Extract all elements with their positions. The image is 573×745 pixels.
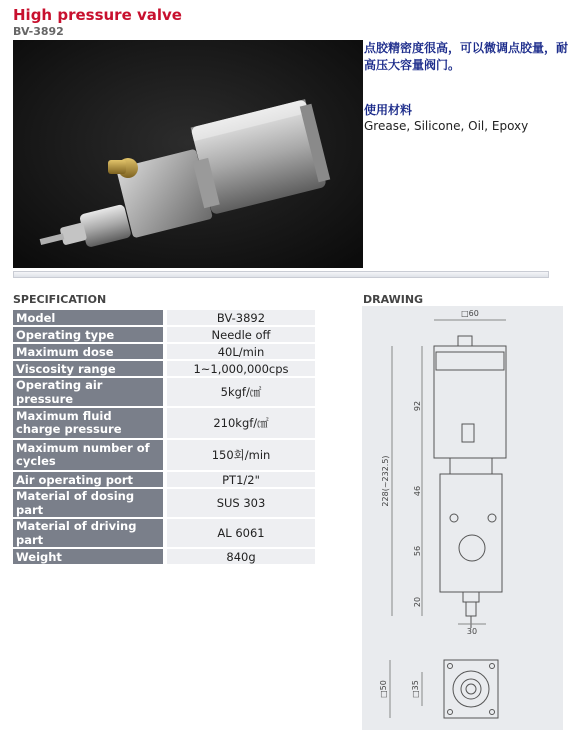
model-code: BV-3892 xyxy=(13,25,64,38)
specification-table xyxy=(13,308,315,566)
spec-row-operating-air-pressure xyxy=(13,378,315,406)
spec-label: Maximum dose xyxy=(13,344,167,359)
spec-label: Viscosity range xyxy=(13,361,167,376)
spec-row-max-fluid-charge-pressure xyxy=(13,408,315,438)
materials-label: 使用材料 xyxy=(364,103,413,117)
spec-value: PT1/2" xyxy=(167,472,315,487)
dim-mid-height: 46 xyxy=(413,485,422,497)
product-title: High pressure valve xyxy=(13,6,182,24)
spec-value: 840g xyxy=(167,549,315,564)
spec-row-model xyxy=(13,310,315,325)
dim-base-inner: □35 xyxy=(411,680,420,698)
spec-label: Maximum number of cycles xyxy=(13,440,167,470)
spec-row-maximum-dose xyxy=(13,344,315,359)
spec-value: 150회/min xyxy=(167,440,315,470)
spec-value: 210kgf/㎠ xyxy=(167,408,315,438)
spec-label: Material of dosing part xyxy=(13,489,167,517)
materials-value: Grease, Silicone, Oil, Epoxy xyxy=(364,119,529,133)
spec-row-material-driving xyxy=(13,519,315,547)
dim-tip-height: 20 xyxy=(413,596,422,608)
dim-total-height: 228(~232.5) xyxy=(381,455,390,507)
spec-value: 1~1,000,000cps xyxy=(167,361,315,376)
spec-value: Needle off xyxy=(167,327,315,342)
spec-row-air-operating-port xyxy=(13,472,315,487)
spec-value: AL 6061 xyxy=(167,519,315,547)
spec-label: Model xyxy=(13,310,167,325)
spec-row-viscosity-range xyxy=(13,361,315,376)
spec-label: Operating air pressure xyxy=(13,378,167,406)
dim-base-outer: □50 xyxy=(379,680,388,698)
specification-heading: SPECIFICATION xyxy=(13,293,107,306)
spec-label: Air operating port xyxy=(13,472,167,487)
spec-value: BV-3892 xyxy=(167,310,315,325)
product-photo xyxy=(13,40,363,268)
spec-value: 40L/min xyxy=(167,344,315,359)
drawing-heading: DRAWING xyxy=(363,293,424,306)
spec-value: 5kgf/㎠ xyxy=(167,378,315,406)
spec-row-weight xyxy=(13,549,315,564)
dim-upper-height: 92 xyxy=(413,400,422,412)
spec-value: SUS 303 xyxy=(167,489,315,517)
spec-row-material-dosing xyxy=(13,489,315,517)
divider-bar xyxy=(13,271,549,278)
spec-label: Maximum fluid charge pressure xyxy=(13,408,167,438)
dim-lower-height: 56 xyxy=(413,545,422,557)
spec-row-operating-type xyxy=(13,327,315,342)
spec-label: Weight xyxy=(13,549,167,564)
dim-bottom-width: 30 xyxy=(466,627,478,636)
description-chinese: 点胶精密度很高，可以微调点胶量，耐高压大容量阀门。 xyxy=(364,41,569,72)
spec-row-max-number-of-cycles xyxy=(13,440,315,470)
technical-drawing xyxy=(362,306,563,730)
spec-label: Operating type xyxy=(13,327,167,342)
dim-top-width: □60 xyxy=(461,309,479,318)
spec-label: Material of driving part xyxy=(13,519,167,547)
